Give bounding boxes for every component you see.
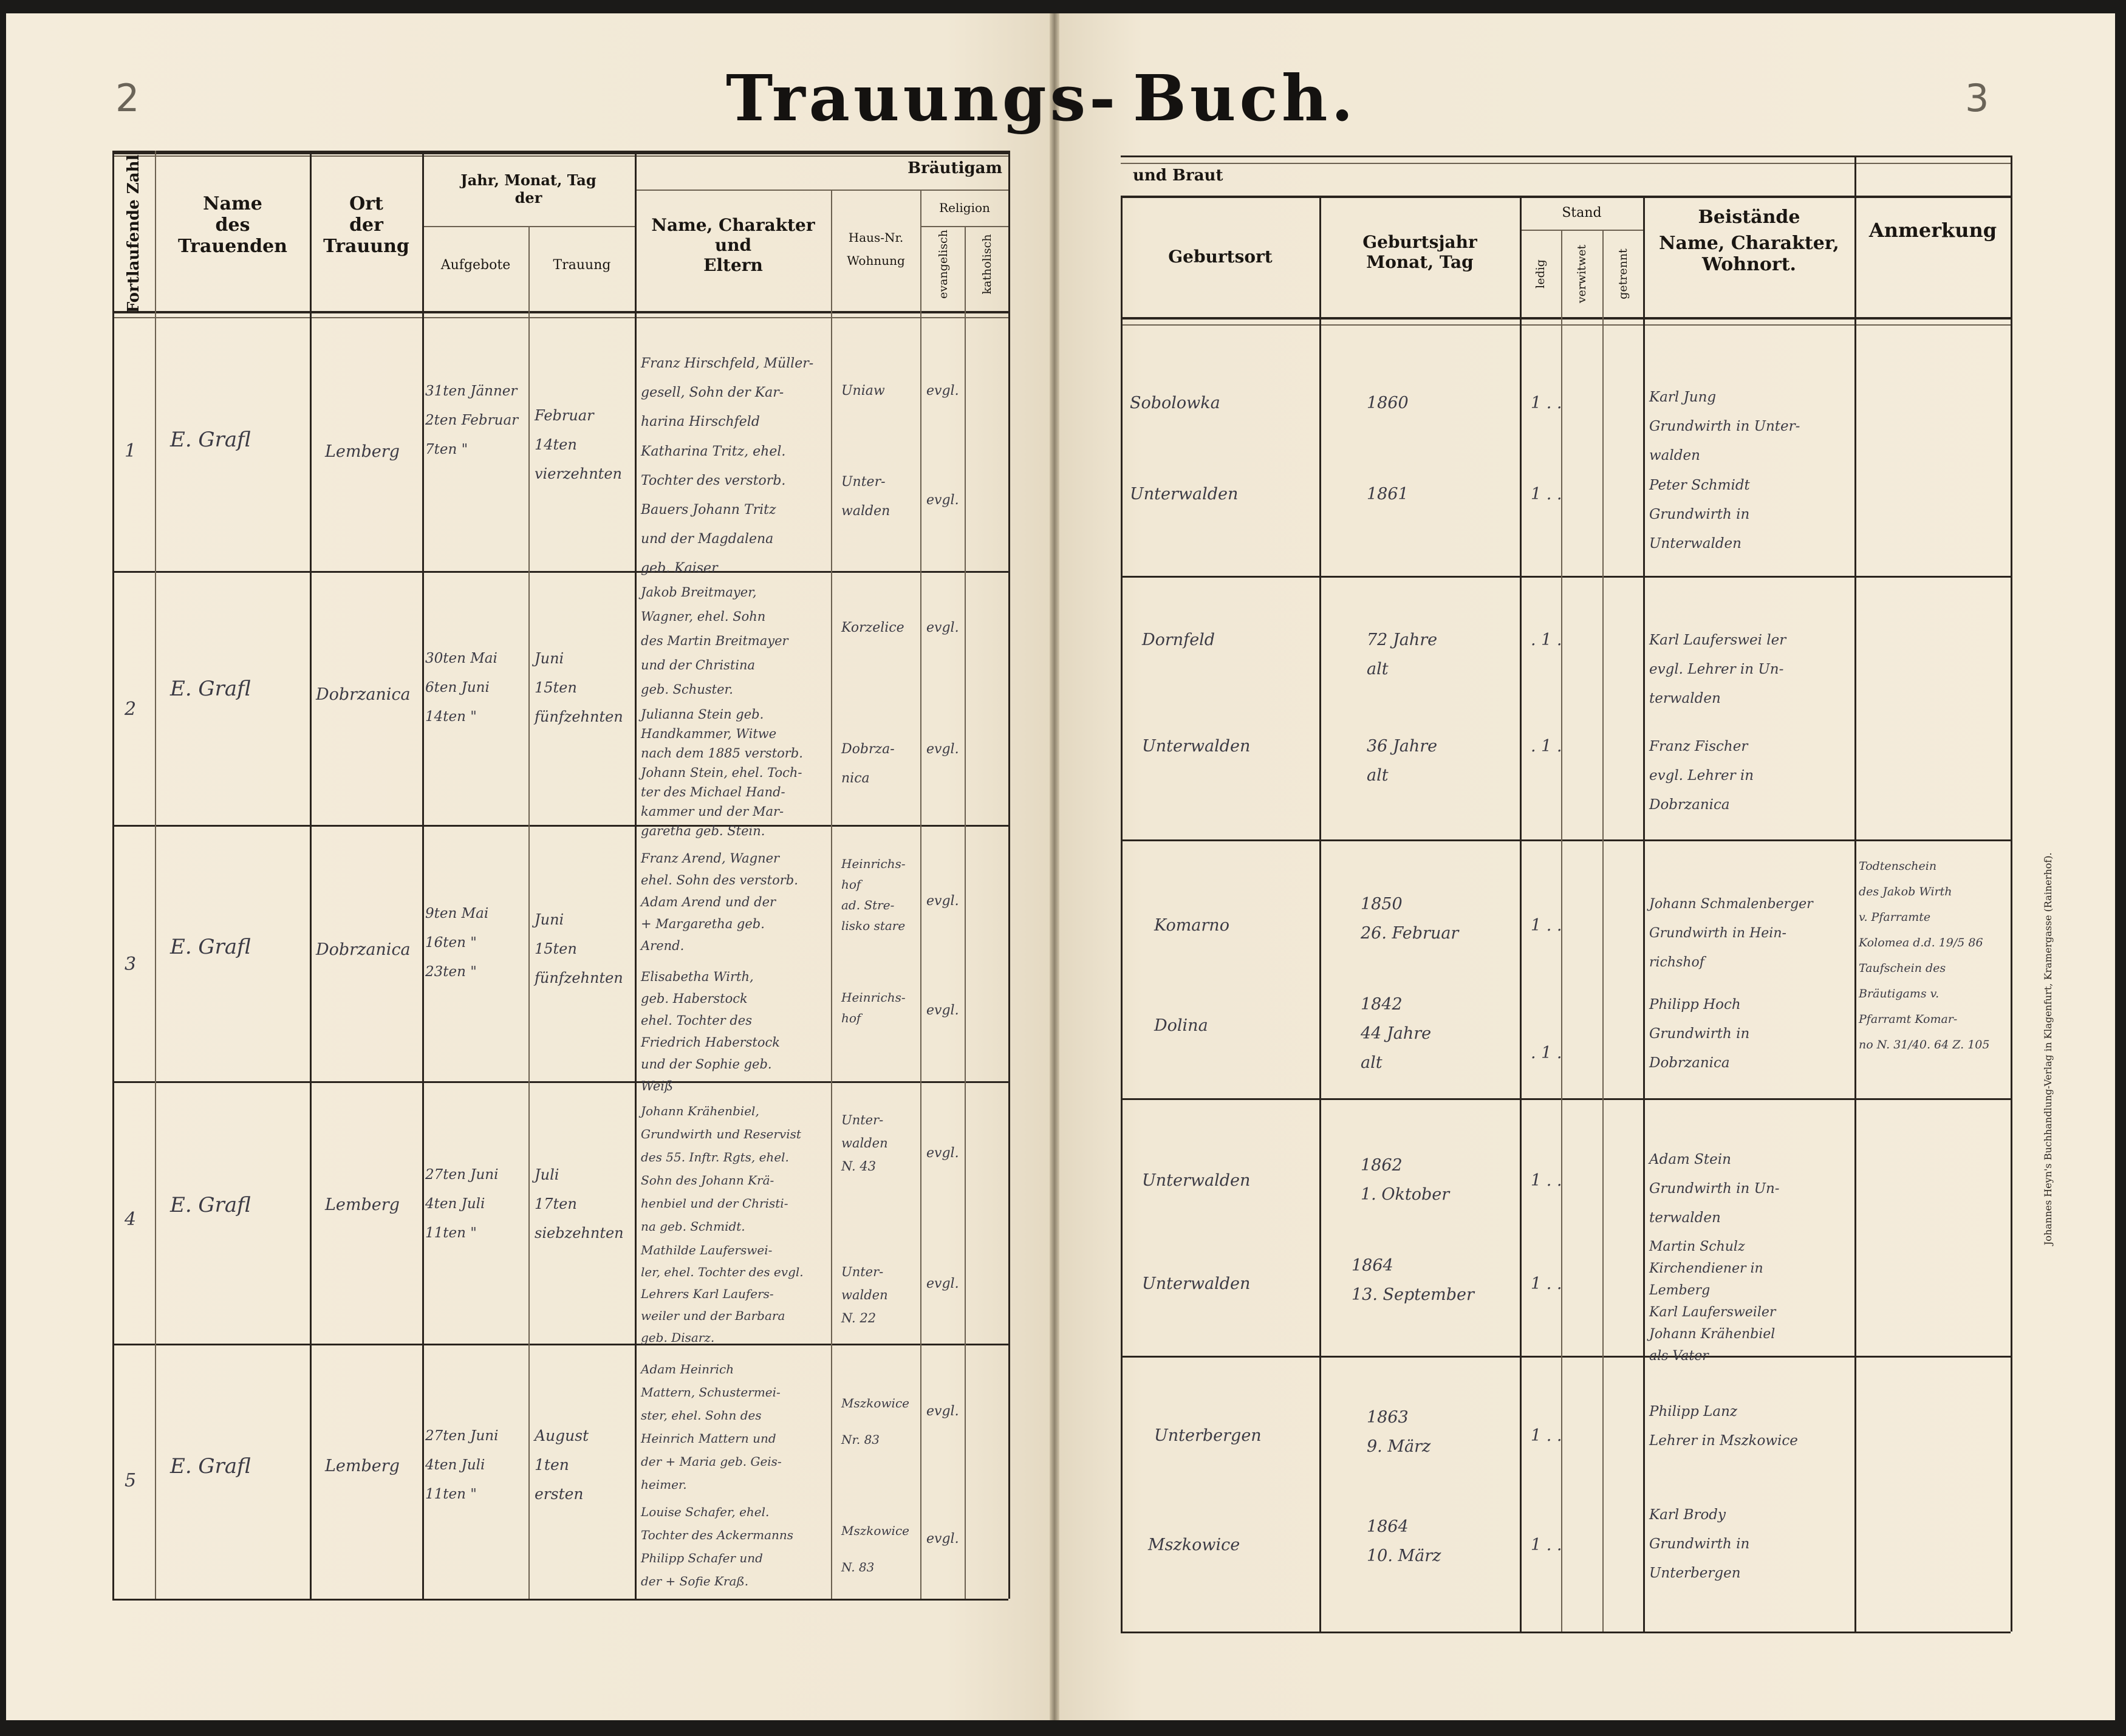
- aufgebote-dates: 30ten Mai 6ten Juni 14ten ": [425, 651, 497, 725]
- ort-der-trauung: Dobrzanica: [316, 685, 411, 704]
- header-geburtsjahr: Geburtsjahr Monat, Tag: [1362, 232, 1477, 272]
- groom-geburtsort: Unterbergen: [1154, 1426, 1262, 1445]
- bride-geburtsjahr: 36 Jahre alt: [1367, 737, 1438, 785]
- bride-stand: 1 . .: [1531, 485, 1562, 504]
- bride-geburtsjahr: 1864 13. September: [1352, 1256, 1474, 1304]
- groom-religion: evgl.: [926, 894, 959, 909]
- groom-geburtsjahr: 1850 26. Februar: [1361, 895, 1459, 943]
- header-ledig: ledig: [1534, 259, 1547, 289]
- groom-name-eltern: Franz Hirschfeld, Müller- gesell, Sohn der Kar- harina Hirschfeld: [641, 356, 814, 429]
- bride-wohnung: Unter- walden N. 22: [841, 1265, 888, 1325]
- header-verwitwet: verwitwet: [1575, 244, 1588, 304]
- header-und-braut: und Braut: [1133, 166, 1223, 185]
- header-braeutigam: Bräutigam: [907, 159, 1002, 177]
- groom-religion: evgl.: [926, 383, 959, 398]
- title-left: Trauungs-: [726, 61, 1119, 135]
- groom-geburtsort: Komarno: [1154, 916, 1229, 935]
- trauung-date: Juni 15ten fünfzehnten: [535, 650, 623, 725]
- bride-stand: 1 . .: [1531, 1274, 1562, 1293]
- bride-religion: evgl.: [926, 742, 959, 757]
- groom-wohnung: Korzelice: [841, 620, 904, 635]
- beistand-2: Philipp Hoch Grundwirth in Dobrzanica: [1649, 997, 1750, 1071]
- page-number-right: 3: [1965, 76, 1989, 120]
- header-aufgebote: Aufgebote: [440, 258, 511, 273]
- groom-geburtsjahr: 1860: [1367, 394, 1409, 412]
- bride-geburtsjahr: 1842 44 Jahre alt: [1361, 995, 1432, 1072]
- aufgebote-dates: 31ten Jänner 2ten Februar 7ten ": [425, 383, 519, 457]
- groom-name-eltern: Franz Arend, Wagner ehel. Sohn des verstorb. Adam Arend und der + Margaretha geb. Arend.: [641, 851, 798, 953]
- groom-stand: 1 . .: [1531, 916, 1562, 935]
- trauender-name: E. Grafl: [170, 677, 251, 701]
- entry-number: 5: [125, 1470, 137, 1491]
- header-name-des-trauenden: Name des Trauenden: [178, 193, 287, 257]
- bride-wohnung: Heinrichs- hof: [841, 990, 906, 1025]
- groom-wohnung: Mszkowice Nr. 83: [841, 1396, 909, 1447]
- groom-stand: 1 . .: [1531, 1426, 1562, 1445]
- groom-name-eltern: Adam Heinrich Mattern, Schustermei- ster, ehel. Sohn des Heinrich Mattern und der + Maria geb. Geis- heimer.: [641, 1362, 782, 1492]
- bride-wohnung: Mszkowice N. 83: [841, 1523, 909, 1574]
- trauender-name: E. Grafl: [170, 428, 251, 452]
- groom-geburtsort: Dornfeld: [1142, 630, 1215, 649]
- anmerkung-text: Todtenschein des Jakob Wirth v. Pfarramte Kolomea d.d. 19/5 86 Taufschein des Bräutigams v. Pfarramt Komar- no N. 31/40. 64 Z. 105: [1859, 859, 1990, 1051]
- groom-geburtsjahr: 72 Jahre alt: [1367, 630, 1438, 678]
- header-religion: Religion: [939, 200, 990, 215]
- groom-name-eltern: Jakob Breitmayer, Wagner, ehel. Sohn des Martin Breitmayer und der Christina geb. Schuster.: [641, 585, 788, 697]
- bride-religion: evgl.: [926, 1003, 959, 1018]
- bride-geburtsjahr: 1864 10. März: [1367, 1517, 1441, 1565]
- header-name-charakter-eltern: Name, Charakter und Eltern: [651, 215, 815, 275]
- printer-note: Johannes Heyn's Buchhandlung-Verlag in Klagenfurt, Kramergasse (Rainerhof).: [2042, 852, 2054, 1245]
- bride-geburtsort: Unterwalden: [1142, 737, 1251, 756]
- bride-religion: evgl.: [926, 1531, 959, 1546]
- header-trauung: Trauung: [553, 258, 611, 273]
- bride-stand: . 1 .: [1531, 1044, 1562, 1062]
- bride-name-eltern: Mathilde Lauferswei- ler, ehel. Tochter des evgl. Lehrers Karl Laufers- weiler und der Barbara geb. Disarz.: [641, 1243, 804, 1345]
- bride-stand: 1 . .: [1531, 1536, 1562, 1554]
- groom-religion: evgl.: [926, 1404, 959, 1419]
- page-number-left: 2: [115, 76, 140, 120]
- header-stand: Stand: [1562, 205, 1602, 220]
- groom-stand: 1 . .: [1531, 394, 1562, 412]
- groom-geburtsort: Sobolowka: [1130, 394, 1220, 412]
- trauender-name: E. Grafl: [170, 1454, 251, 1478]
- groom-religion: evgl.: [926, 620, 959, 635]
- groom-religion: evgl.: [926, 1146, 959, 1161]
- groom-wohnung: Unter- walden N. 43: [841, 1113, 888, 1174]
- trauung-date: Juli 17ten siebzehnten: [535, 1166, 624, 1242]
- header-katholisch: katholisch: [980, 234, 994, 295]
- header-anmerkung: Anmerkung: [1868, 219, 1997, 242]
- bride-name-eltern: Elisabetha Wirth, geb. Haberstock ehel. Tochter des Friedrich Haberstock und der Sophie geb. Weiß: [641, 969, 781, 1093]
- trauender-name: E. Grafl: [170, 1193, 251, 1217]
- entry-number: 1: [125, 440, 137, 462]
- bride-name-eltern: Katharina Tritz, ehel. Tochter des verstorb. Bauers Johann Tritz und der Magdalena geb. Kaiser: [641, 444, 786, 576]
- groom-name-eltern: Johann Krähenbiel, Grundwirth und Reservist des 55. Inftr. Rgts, ehel. Sohn des Johann Krä- henbiel und der Christi- na geb. Schmidt.: [641, 1104, 801, 1234]
- bride-geburtsort: Unterwalden: [1130, 485, 1239, 504]
- bride-wohnung: Unter- walden: [841, 474, 890, 519]
- aufgebote-dates: 27ten Juni 4ten Juli 11ten ": [425, 1428, 499, 1502]
- beistand-2: Karl Brody Grundwirth in Unterbergen: [1649, 1507, 1750, 1581]
- groom-wohnung: Uniaw: [841, 383, 885, 398]
- groom-geburtsjahr: 1863 9. März: [1367, 1408, 1431, 1456]
- header-jahr-monat-tag: Jahr, Monat, Tag der: [460, 171, 596, 207]
- groom-stand: . 1 .: [1531, 630, 1562, 649]
- header-fortlaufende-zahl: Fortlaufende Zahl: [125, 154, 143, 313]
- bride-name-eltern: Julianna Stein geb. Handkammer, Witwe nach dem 1885 verstorb. Johann Stein, ehel. Toch- ter des Michael Hand- kammer und der Mar- garetha geb. Stein.: [641, 707, 803, 838]
- bride-stand: . 1 .: [1531, 737, 1562, 756]
- bride-geburtsjahr: 1861: [1367, 485, 1409, 504]
- ort-der-trauung: Lemberg: [325, 1457, 400, 1475]
- beistand-1: Adam Stein Grundwirth in Un- terwalden: [1649, 1152, 1780, 1226]
- header-ort-der-trauung: Ort der Trauung: [323, 193, 409, 257]
- groom-geburtsjahr: 1862 1. Oktober: [1361, 1156, 1450, 1204]
- trauung-date: Juni 15ten fünfzehnten: [535, 911, 623, 986]
- beistand-1: Karl Jung Grundwirth in Unter- walden: [1649, 389, 1800, 463]
- entry-number: 3: [125, 954, 137, 975]
- header-beistaende: Beistände Name, Charakter, Wohnort.: [1659, 207, 1839, 275]
- beistand-1: Philipp Lanz Lehrer in Mszkowice: [1649, 1404, 1798, 1449]
- header-geburtsort: Geburtsort: [1168, 247, 1273, 267]
- groom-wohnung: Heinrichs- hof ad. Stre- lisko stare: [841, 856, 906, 933]
- trauender-name: E. Grafl: [170, 935, 251, 959]
- ort-der-trauung: Dobrzanica: [316, 940, 411, 959]
- book-gutter: [1050, 13, 1059, 1720]
- bride-name-eltern: Louise Schafer, ehel. Tochter des Ackermanns Philipp Schafer und der + Sofie Kraß.: [641, 1505, 794, 1588]
- header-getrennt: getrennt: [1616, 248, 1630, 299]
- beistand-2: Peter Schmidt Grundwirth in Unterwalden: [1649, 477, 1750, 552]
- header-haus-nr-wohnung: Haus-Nr. Wohnung: [847, 230, 905, 268]
- bride-geburtsort: Mszkowice: [1148, 1536, 1240, 1554]
- trauung-date: Februar 14ten vierzehnten: [535, 407, 622, 482]
- beistand-1: Johann Schmalenberger Grundwirth in Hein- richshof: [1649, 897, 1813, 970]
- ort-der-trauung: Lemberg: [325, 1195, 400, 1214]
- entry-number: 4: [125, 1209, 137, 1230]
- groom-stand: 1 . .: [1531, 1171, 1562, 1190]
- ort-der-trauung: Lemberg: [325, 442, 400, 461]
- aufgebote-dates: 27ten Juni 4ten Juli 11ten ": [425, 1167, 499, 1241]
- bride-geburtsort: Unterwalden: [1142, 1274, 1251, 1293]
- title-right: Buch.: [1133, 61, 1357, 135]
- trauung-date: August 1ten ersten: [535, 1427, 589, 1503]
- bride-wohnung: Dobrza- nica: [841, 742, 895, 786]
- groom-geburtsort: Unterwalden: [1142, 1171, 1251, 1190]
- bride-religion: evgl.: [926, 493, 959, 508]
- beistand-1: Karl Lauferswei ler evgl. Lehrer in Un- terwalden: [1649, 632, 1786, 706]
- bride-geburtsort: Dolina: [1154, 1016, 1208, 1035]
- bride-religion: evgl.: [926, 1276, 959, 1291]
- header-evangelisch: evangelisch: [937, 230, 950, 299]
- beistand-2: Franz Fischer evgl. Lehrer in Dobrzanica: [1649, 739, 1754, 813]
- entry-number: 2: [125, 699, 137, 720]
- beistand-2: Martin Schulz Kirchendiener in Lemberg Karl Laufersweiler Johann Krähenbiel als Vater: [1649, 1239, 1776, 1364]
- aufgebote-dates: 9ten Mai 16ten " 23ten ": [425, 906, 489, 980]
